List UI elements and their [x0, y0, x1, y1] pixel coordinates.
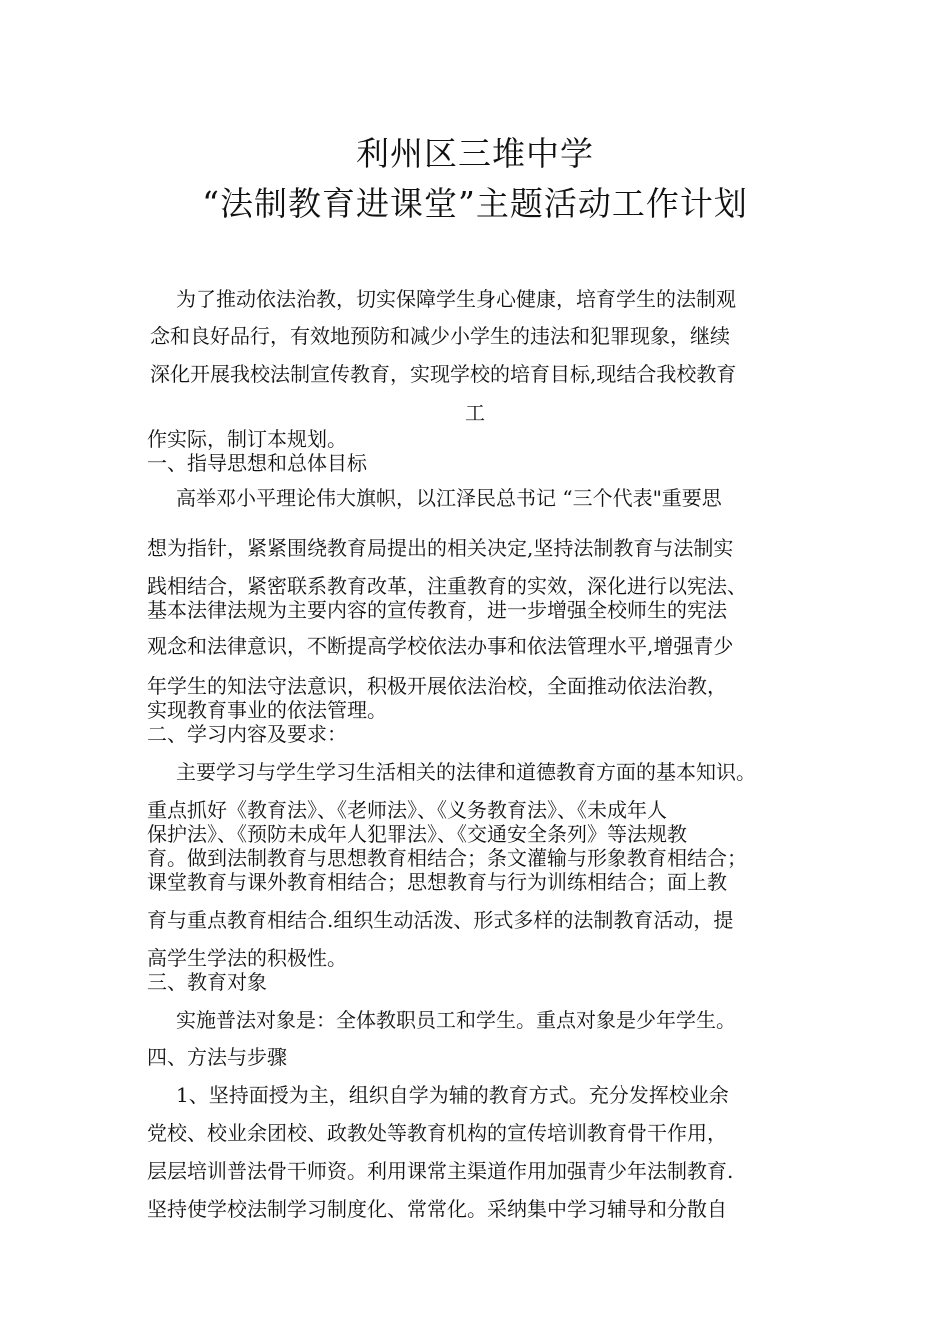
paragraph-line: 党校、校业余团校、政教处等教育机构的宣传培训教育骨干作用，: [147, 1121, 727, 1145]
paragraph-line: 实施普法对象是：全体教职员工和学生。重点对象是少年学生。: [176, 1008, 736, 1032]
paragraph-line: 为了推动依法治教，切实保障学生身心健康，培育学生的法制观: [176, 287, 736, 311]
paragraph-line: 实现教育事业的依法管理。: [147, 698, 387, 722]
paragraph-line: 高学生学法的积极性。: [147, 946, 347, 970]
paragraph-line: 重点抓好《教育法》、《老师法》、《义务教育法》、《未成年人: [147, 798, 667, 822]
paragraph-line: 作实际，制订本规划。: [147, 427, 347, 451]
section-heading: 二、学习内容及要求：: [147, 722, 347, 746]
paragraph-line: 层层培训普法骨干师资。利用课常主渠道作用加强青少年法制教育.: [147, 1159, 734, 1183]
section-heading: 一、指导思想和总体目标: [147, 451, 367, 475]
paragraph-line: 想为指针，紧紧围绕教育局提出的相关决定,坚持法制教育与法制实: [147, 536, 734, 560]
paragraph-line: 高举邓小平理论伟大旗帜，以江泽民总书记 “三个代表"重要思: [176, 486, 722, 510]
paragraph-line: 坚持使学校法制学习制度化、常常化。采纳集中学习辅导和分散自: [147, 1197, 727, 1221]
paragraph-line: 育。做到法制教育与思想教育相结合；条文灌输与形象教育相结合；: [147, 846, 747, 870]
paragraph-line: 观念和法律意识，不断提高学校依法办事和依法管理水平,增强青少: [147, 634, 734, 658]
paragraph-line: 保护法》、《预防未成年人犯罪法》、《交通安全条列》等法规教: [147, 822, 687, 846]
plan-title: “法制教育进课堂”主题活动工作计划: [202, 184, 748, 223]
school-title: 利州区三堆中学: [356, 134, 594, 173]
paragraph-line: 年学生的知法守法意识，积极开展依法治校，全面推动依法治教，: [147, 674, 727, 698]
paragraph-line: 育与重点教育相结合.组织生动活泼、形式多样的法制教育活动，提: [147, 908, 734, 932]
paragraph-line: 践相结合，紧密联系教育改革，注重教育的实效，深化进行以宪法、: [147, 574, 747, 598]
paragraph-line: 工: [465, 401, 485, 425]
paragraph-line: 深化开展我校法制宣传教育，实现学校的培育目标,现结合我校教育: [150, 362, 737, 386]
section-heading: 四、方法与步骤: [147, 1045, 287, 1069]
paragraph-line: 基本法律法规为主要内容的宣传教育，进一步增强全校师生的宪法: [147, 598, 727, 622]
paragraph-line: 念和良好品行，有效地预防和减少小学生的违法和犯罪现象，继续: [150, 324, 730, 348]
paragraph-line: 1、坚持面授为主，组织自学为辅的教育方式。充分发挥校业余: [176, 1083, 729, 1107]
section-heading: 三、教育对象: [147, 970, 267, 994]
paragraph-line: 主要学习与学生学习生活相关的法律和道德教育方面的基本知识。: [176, 760, 756, 784]
paragraph-line: 课堂教育与课外教育相结合；思想教育与行为训练相结合；面上教: [147, 870, 727, 894]
